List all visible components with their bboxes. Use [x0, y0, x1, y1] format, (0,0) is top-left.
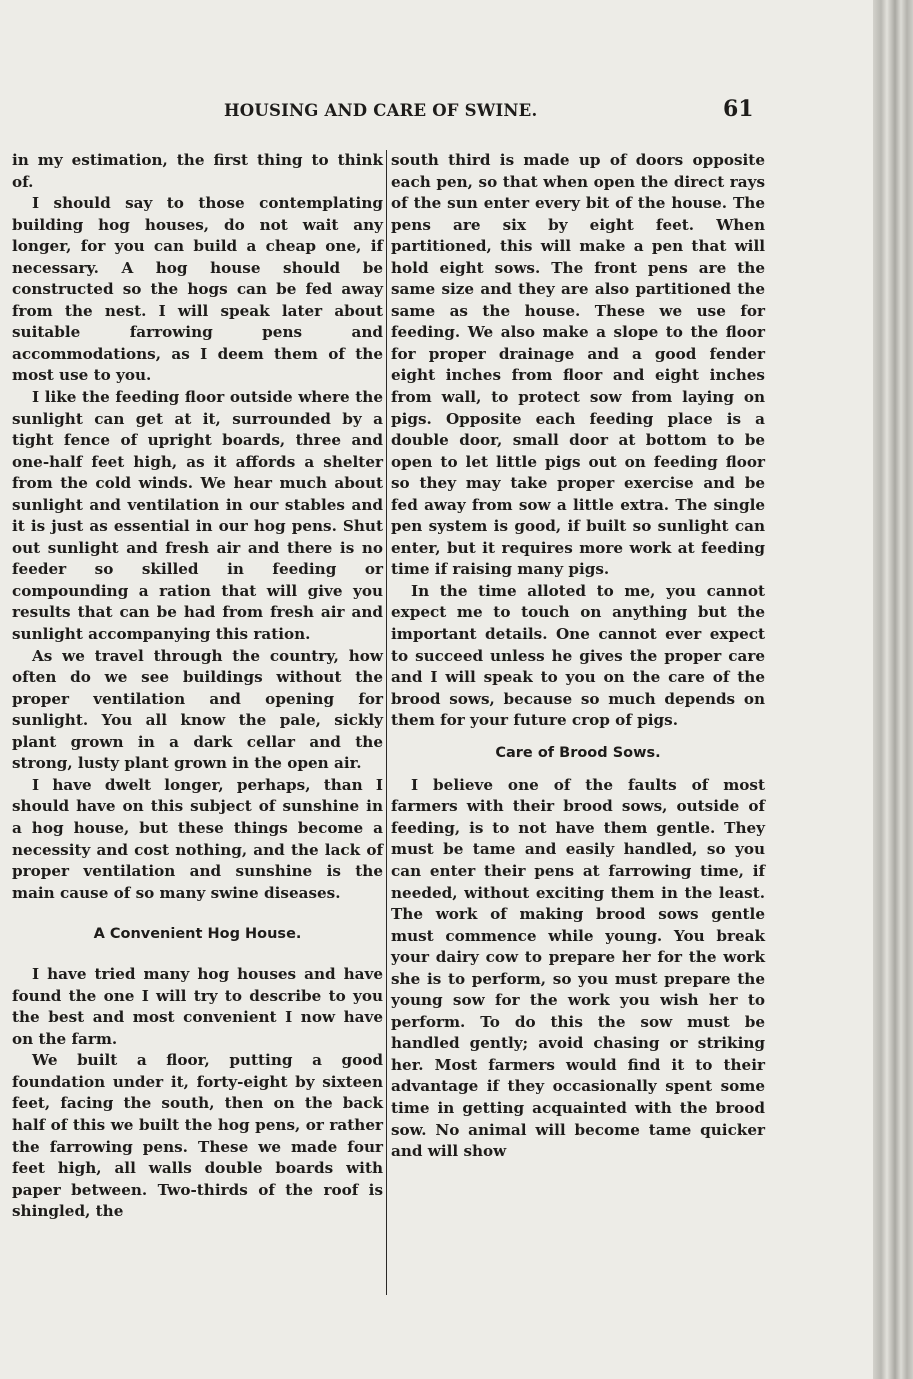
left-column — [12, 150, 383, 1223]
paragraph: south third is made up of doors opposite each pen, so that when open the direct rays of the sun enter every bit of the house. The pens are six by eight feet. When partitioned, this will make a pen that will hold eight sows. The front pens are the same size and they are also partitioned the same as the house. These we use for feeding. We also make a slope to the floor for proper drainage and a good fender eight inches from floor and eight inches from wall, to protect sow from laying on pigs. Opposite each feeding place is a double door, small door at bottom to be open to let little pigs out on feeding floor so they may take proper exercise and be fed away from sow a little extra. The single pen system is good, if built so sunlight can enter, but it requires more work at feeding time if raising many pigs. — [391, 151, 765, 579]
paragraph: We built a floor, putting a good foundation under it, forty-eight by sixteen feet, facing the south, then on the back half of this we built the hog pens, or rather the farrowing pens. These we made four feet high, all walls double boards with paper between. Two-thirds of the roof is shingled, the — [12, 1051, 383, 1221]
paragraph: I like the feeding floor outside where the sunlight can get at it, surrounded by a tight fence of upright boards, three and one-half feet high, as it affords a shelter from the cold winds. We hear much about sunlight and ventilation in our stables and it is just as essential in our hog pens. Shut out sunlight and fresh air and there is no feeder so skilled in feeding or compounding a ration that will give you results that can be had from fresh air and sunlight accompanying this ration. — [12, 388, 383, 644]
paragraph: I have dwelt longer, perhaps, than I should have on this subject of sunshine in a hog house, but these things become a necessity and cost nothing, and the lack of proper ventilation and sunshine is the main cause of so many swine diseases. — [12, 775, 383, 902]
page-number: 61 — [723, 96, 754, 122]
page-header — [0, 96, 913, 126]
paragraph: As we travel through the country, how often do we see buildings without the proper ventilation and opening for sunlight. You all know the pale, sickly plant grown in a dark cellar and the strong, lusty plant grown in the open air. — [12, 646, 383, 773]
book-page-edge — [873, 0, 913, 1379]
paragraph: I have tried many hog houses and have found the one I will try to describe to you the best and most convenient I now have on the farm. — [12, 965, 383, 1048]
section-heading-hog-house: A Convenient Hog House. — [93, 926, 302, 943]
paragraph: in my estimation, the first thing to think of. — [12, 151, 383, 191]
section-heading-brood-sows: Care of Brood Sows. — [495, 744, 661, 761]
column-divider — [386, 150, 387, 1295]
right-column — [391, 150, 765, 1163]
running-head: HOUSING AND CARE OF SWINE. — [224, 101, 538, 120]
paragraph: I believe one of the faults of most farmers with their brood sows, outside of feeding, is to not have them gentle. They must be tame and easily handled, so you can enter their pens at farrowing time, if needed, without exciting them in the least. The work of making brood sows gentle must commence while young. You break your dairy cow to prepare her for the work she is to perform, so you must prepare the young sow for the work you wish her to perform. To do this the sow must be handled gently; avoid chasing or striking her. Most farmers would find it to their advantage if they occasionally spent some time in getting acquainted with the brood sow. No animal will become tame quicker and will show — [391, 775, 765, 1161]
paragraph: In the time alloted to me, you cannot expect me to touch on anything but the important details. One cannot ever expect to succeed unless he gives the proper care and I will speak to you on the care of the brood sows, because so much depends on them for your future crop of pigs. — [391, 581, 765, 730]
paragraph: I should say to those contemplating building hog houses, do not wait any longer, for you can build a cheap one, if necessary. A hog house should be constructed so the hogs can be fed away from the nest. I will speak later about suitable farrowing pens and accommodations, as I deem them of the most use to you. — [12, 194, 383, 385]
